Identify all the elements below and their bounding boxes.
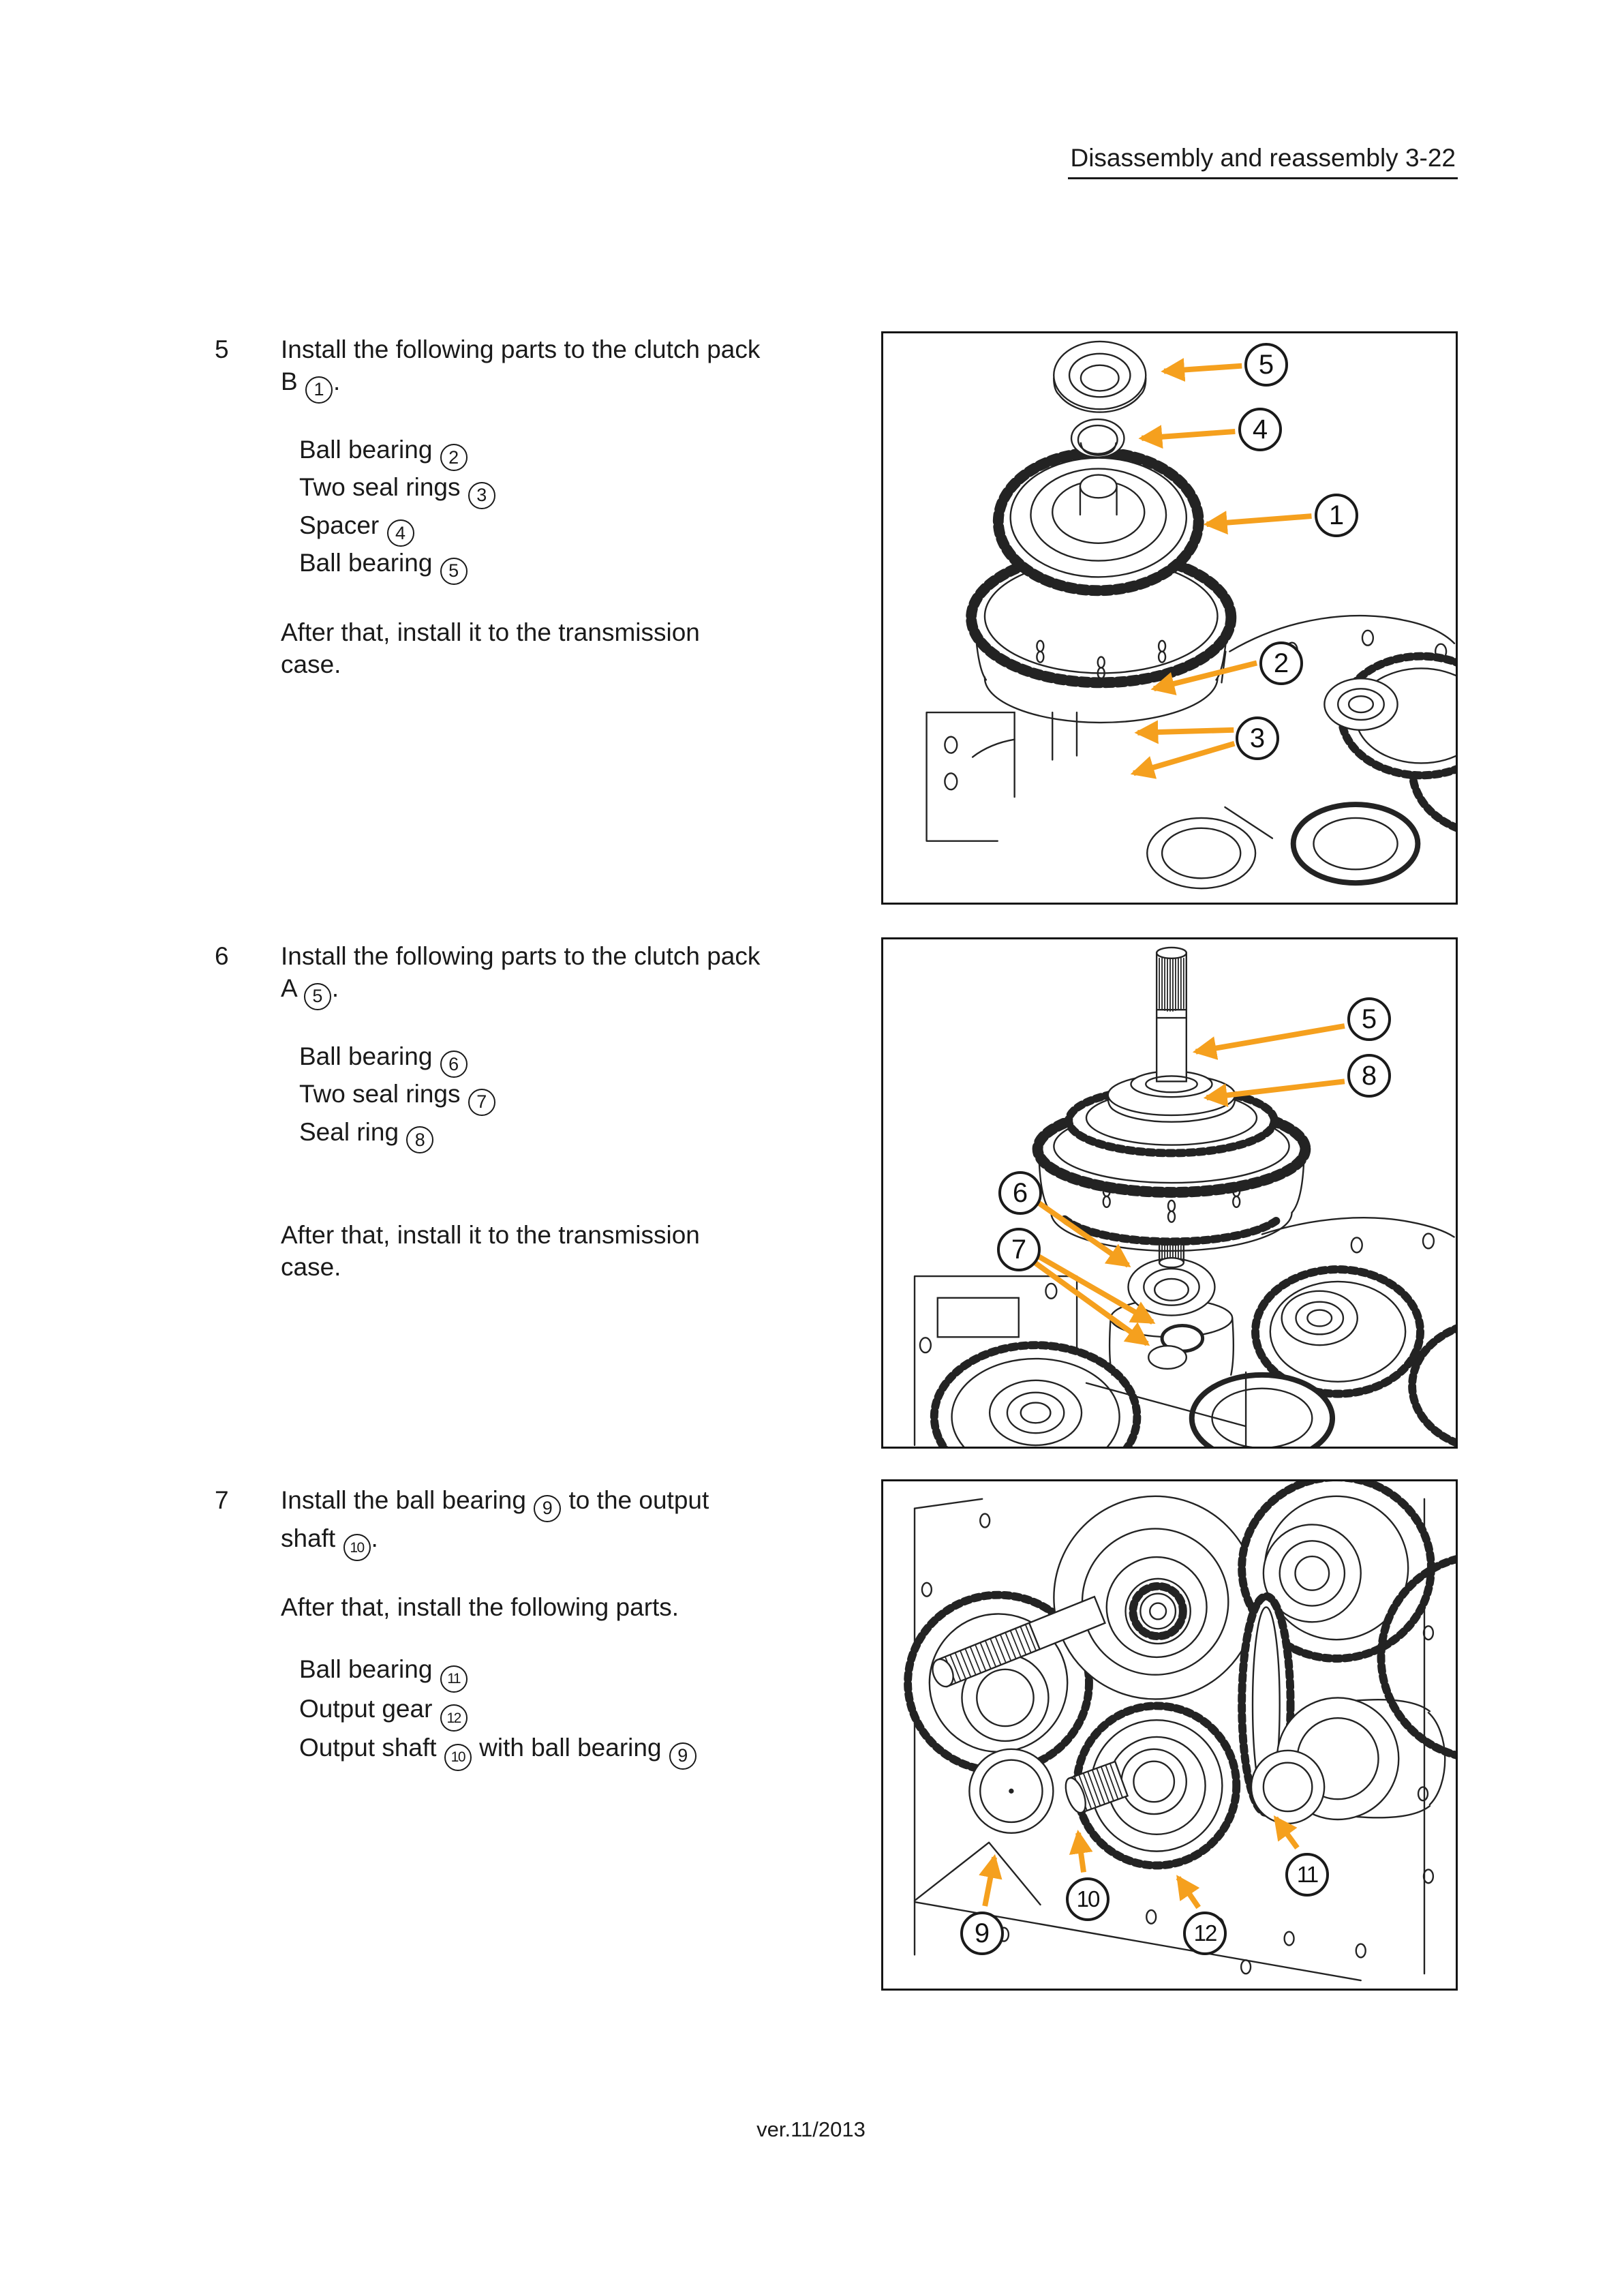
callout-6: 6 — [998, 1171, 1042, 1215]
technical-drawing — [883, 333, 1456, 903]
step-intro: Install the following parts to the clutch pack A 5 . — [281, 940, 896, 1010]
page-header-title: Disassembly and reassembly 3-22 — [1068, 143, 1458, 179]
circled-number: 5 — [304, 983, 331, 1010]
circled-number: 5 — [440, 558, 468, 585]
callout-5: 5 — [1244, 343, 1288, 387]
step-note: After that, install it to the transmission case. — [281, 618, 700, 678]
step-number: 6 — [215, 942, 229, 970]
callout-2: 2 — [1259, 641, 1303, 685]
callout-11: 11 — [1285, 1853, 1329, 1897]
circled-number: 8 — [406, 1126, 433, 1153]
step-parts-list: Ball bearing 6 Two seal rings 7 Seal ring 8 — [299, 1040, 896, 1154]
circled-number: 6 — [440, 1051, 468, 1078]
callout-10: 10 — [1066, 1877, 1110, 1921]
step-intro: Install the following parts to the clutch pack B 1 . — [281, 333, 896, 404]
circled-number: 10 — [444, 1744, 472, 1771]
step-number: 5 — [215, 335, 229, 363]
circled-number: 4 — [387, 519, 414, 547]
callout-3: 3 — [1236, 716, 1279, 760]
callout-5: 5 — [1347, 997, 1391, 1041]
step-note: After that, install the following parts. — [281, 1593, 679, 1621]
step-6 — [215, 940, 896, 1283]
page-footer-version: ver.11/2013 — [756, 2117, 866, 2141]
callout-4: 4 — [1238, 408, 1282, 451]
circled-number: 3 — [468, 482, 495, 509]
circled-number: 9 — [534, 1495, 561, 1522]
step-intro: Install the ball bearing 9 to the output shaft 10 . — [281, 1484, 896, 1561]
figure-output-shaft — [881, 1479, 1458, 1991]
callout-8: 8 — [1347, 1054, 1391, 1098]
callout-9: 9 — [960, 1912, 1004, 1955]
circled-number: 7 — [468, 1089, 495, 1116]
step-parts-list: Ball bearing 11 Output gear 12 Output shaft 10 with ball bearing 9 — [299, 1653, 896, 1771]
circled-number: 1 — [305, 376, 333, 404]
callout-1: 1 — [1315, 494, 1358, 537]
step-number: 7 — [215, 1486, 229, 1514]
step-5 — [215, 333, 896, 680]
circled-number: 12 — [440, 1704, 468, 1732]
circled-number: 10 — [343, 1534, 371, 1561]
figure-clutch-pack-a — [881, 937, 1458, 1449]
circled-number: 2 — [440, 444, 468, 471]
circled-number: 11 — [440, 1665, 468, 1693]
technical-drawing — [883, 1481, 1456, 1989]
callout-12: 12 — [1183, 1912, 1227, 1955]
step-parts-list: Ball bearing 2 Two seal rings 3 Spacer 4 Ball bearing 5 — [299, 434, 896, 585]
circled-number: 9 — [669, 1742, 697, 1770]
step-note: After that, install it to the transmission case. — [281, 1221, 700, 1281]
callout-7: 7 — [997, 1228, 1041, 1271]
step-7 — [215, 1484, 896, 1771]
figure-clutch-pack-b — [881, 331, 1458, 905]
